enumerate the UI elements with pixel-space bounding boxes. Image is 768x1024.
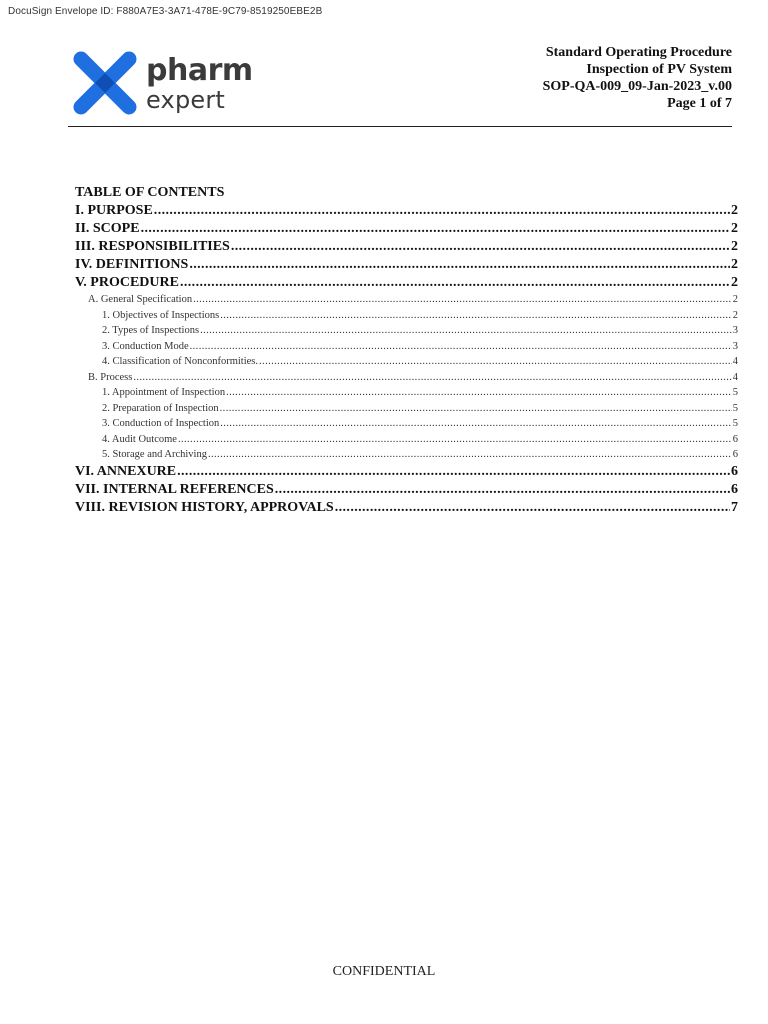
- company-logo: [70, 48, 270, 120]
- header-doc-type: Standard Operating Procedure: [545, 45, 732, 60]
- header-doc-title: Inspection of PV System: [586, 62, 732, 77]
- toc-entry-page: 2: [731, 203, 738, 218]
- toc-dot-leader: [335, 499, 730, 517]
- toc-entry[interactable]: [75, 238, 738, 256]
- confidential-footer: CONFIDENTIAL: [332, 964, 436, 979]
- toc-dot-leader: [208, 447, 732, 463]
- toc-entry-page: 6: [731, 463, 738, 479]
- toc-entry-page: 6: [731, 481, 738, 497]
- logo-word-expert: expert: [146, 86, 226, 114]
- toc-title: TABLE OF CONTENTS: [75, 185, 225, 200]
- header-divider: [68, 126, 732, 127]
- toc-entry-page: 6: [732, 449, 738, 460]
- toc-entry-label: A. General Specification: [88, 294, 193, 305]
- toc-entry-label: 3. Conduction of Inspection: [102, 418, 220, 429]
- toc-dot-leader: [189, 256, 730, 274]
- toc-entry-label: VII. INTERNAL REFERENCES: [75, 481, 274, 497]
- toc-entry-label: 1. Objectives of Inspections: [102, 309, 220, 321]
- toc-entry[interactable]: [75, 339, 738, 355]
- logo-x-mark-icon: [70, 48, 140, 118]
- toc-dot-leader: [133, 370, 731, 386]
- toc-entry[interactable]: [75, 447, 738, 463]
- toc-entry-label: II. SCOPE: [75, 221, 140, 236]
- toc-dot-leader: [178, 432, 732, 448]
- toc-entry-page: 2: [731, 239, 738, 254]
- toc-entry-label: V. PROCEDURE: [75, 275, 179, 290]
- toc-entry[interactable]: [75, 202, 738, 220]
- toc-dot-leader: [141, 220, 730, 238]
- toc-dot-leader: [259, 354, 732, 370]
- toc-entry-page: 5: [732, 418, 738, 429]
- toc-entry-page: 2: [732, 309, 738, 321]
- toc-dot-leader: [200, 323, 732, 339]
- toc-entry-label: VIII. REVISION HISTORY, APPROVALS: [75, 499, 334, 515]
- toc-entry-label: 1. Appointment of Inspection: [102, 387, 226, 398]
- toc-entry-label: 2. Preparation of Inspection: [102, 402, 219, 414]
- toc-dot-leader: [220, 308, 732, 324]
- toc-entry[interactable]: [75, 416, 738, 432]
- toc-dot-leader: [154, 202, 730, 220]
- toc-entry-page: 2: [731, 257, 738, 272]
- toc-dot-leader: [220, 401, 732, 417]
- header-doc-code: SOP-QA-009_09-Jan-2023_v.00: [542, 79, 732, 94]
- toc-entry[interactable]: [75, 385, 738, 401]
- toc-entry[interactable]: [75, 370, 738, 386]
- toc-entry[interactable]: [75, 401, 738, 417]
- toc-dot-leader: [180, 274, 730, 292]
- table-of-contents: [75, 184, 738, 517]
- toc-entry-page: 4: [732, 371, 738, 383]
- toc-entry-page: 2: [731, 275, 738, 290]
- toc-entry-page: 2: [732, 294, 738, 305]
- toc-entry-page: 7: [731, 499, 738, 515]
- toc-entry[interactable]: [75, 481, 738, 499]
- toc-entry[interactable]: [75, 274, 738, 292]
- toc-dot-leader: [275, 481, 730, 499]
- toc-entry[interactable]: [75, 499, 738, 517]
- toc-entry-page: 5: [732, 387, 738, 398]
- docusign-envelope-id: DocuSign Envelope ID: F880A7E3-3A71-478E-9C79-8519250EBE2B: [8, 6, 323, 17]
- toc-entry-label: III. RESPONSIBILITIES: [75, 239, 230, 254]
- toc-entry-page: 4: [732, 356, 738, 367]
- toc-entry[interactable]: [75, 463, 738, 481]
- document-header: [543, 44, 732, 112]
- toc-entry[interactable]: [75, 432, 738, 448]
- toc-entry-label: B. Process: [88, 371, 133, 383]
- header-page-number: Page 1 of 7: [667, 96, 732, 111]
- toc-entry-label: VI. ANNEXURE: [75, 463, 177, 479]
- toc-entry-label: 2. Types of Inspections: [102, 325, 200, 336]
- toc-entry-page: 5: [732, 402, 738, 414]
- toc-dot-leader: [193, 292, 732, 308]
- toc-entry[interactable]: [75, 220, 738, 238]
- toc-entry-page: 2: [731, 221, 738, 236]
- toc-entry[interactable]: [75, 292, 738, 308]
- toc-entry-label: 5. Storage and Archiving: [102, 449, 207, 460]
- toc-entry-label: 4. Audit Outcome: [102, 433, 177, 445]
- toc-list: [75, 202, 738, 517]
- logo-word-pharm: pharm: [146, 53, 253, 88]
- toc-dot-leader: [226, 385, 732, 401]
- toc-entry[interactable]: [75, 256, 738, 274]
- toc-dot-leader: [231, 238, 730, 256]
- toc-entry-page: 3: [732, 340, 738, 352]
- toc-entry-label: I. PURPOSE: [75, 203, 153, 218]
- toc-entry-page: 3: [732, 325, 738, 336]
- toc-entry[interactable]: [75, 354, 738, 370]
- toc-dot-leader: [177, 463, 730, 481]
- toc-entry-label: 4. Classification of Nonconformities.: [102, 356, 259, 367]
- toc-dot-leader: [190, 339, 732, 355]
- toc-entry[interactable]: [75, 308, 738, 324]
- toc-dot-leader: [220, 416, 732, 432]
- toc-entry-label: IV. DEFINITIONS: [75, 257, 189, 272]
- toc-entry[interactable]: [75, 323, 738, 339]
- toc-entry-label: 3. Conduction Mode: [102, 340, 189, 352]
- toc-entry-page: 6: [732, 433, 738, 445]
